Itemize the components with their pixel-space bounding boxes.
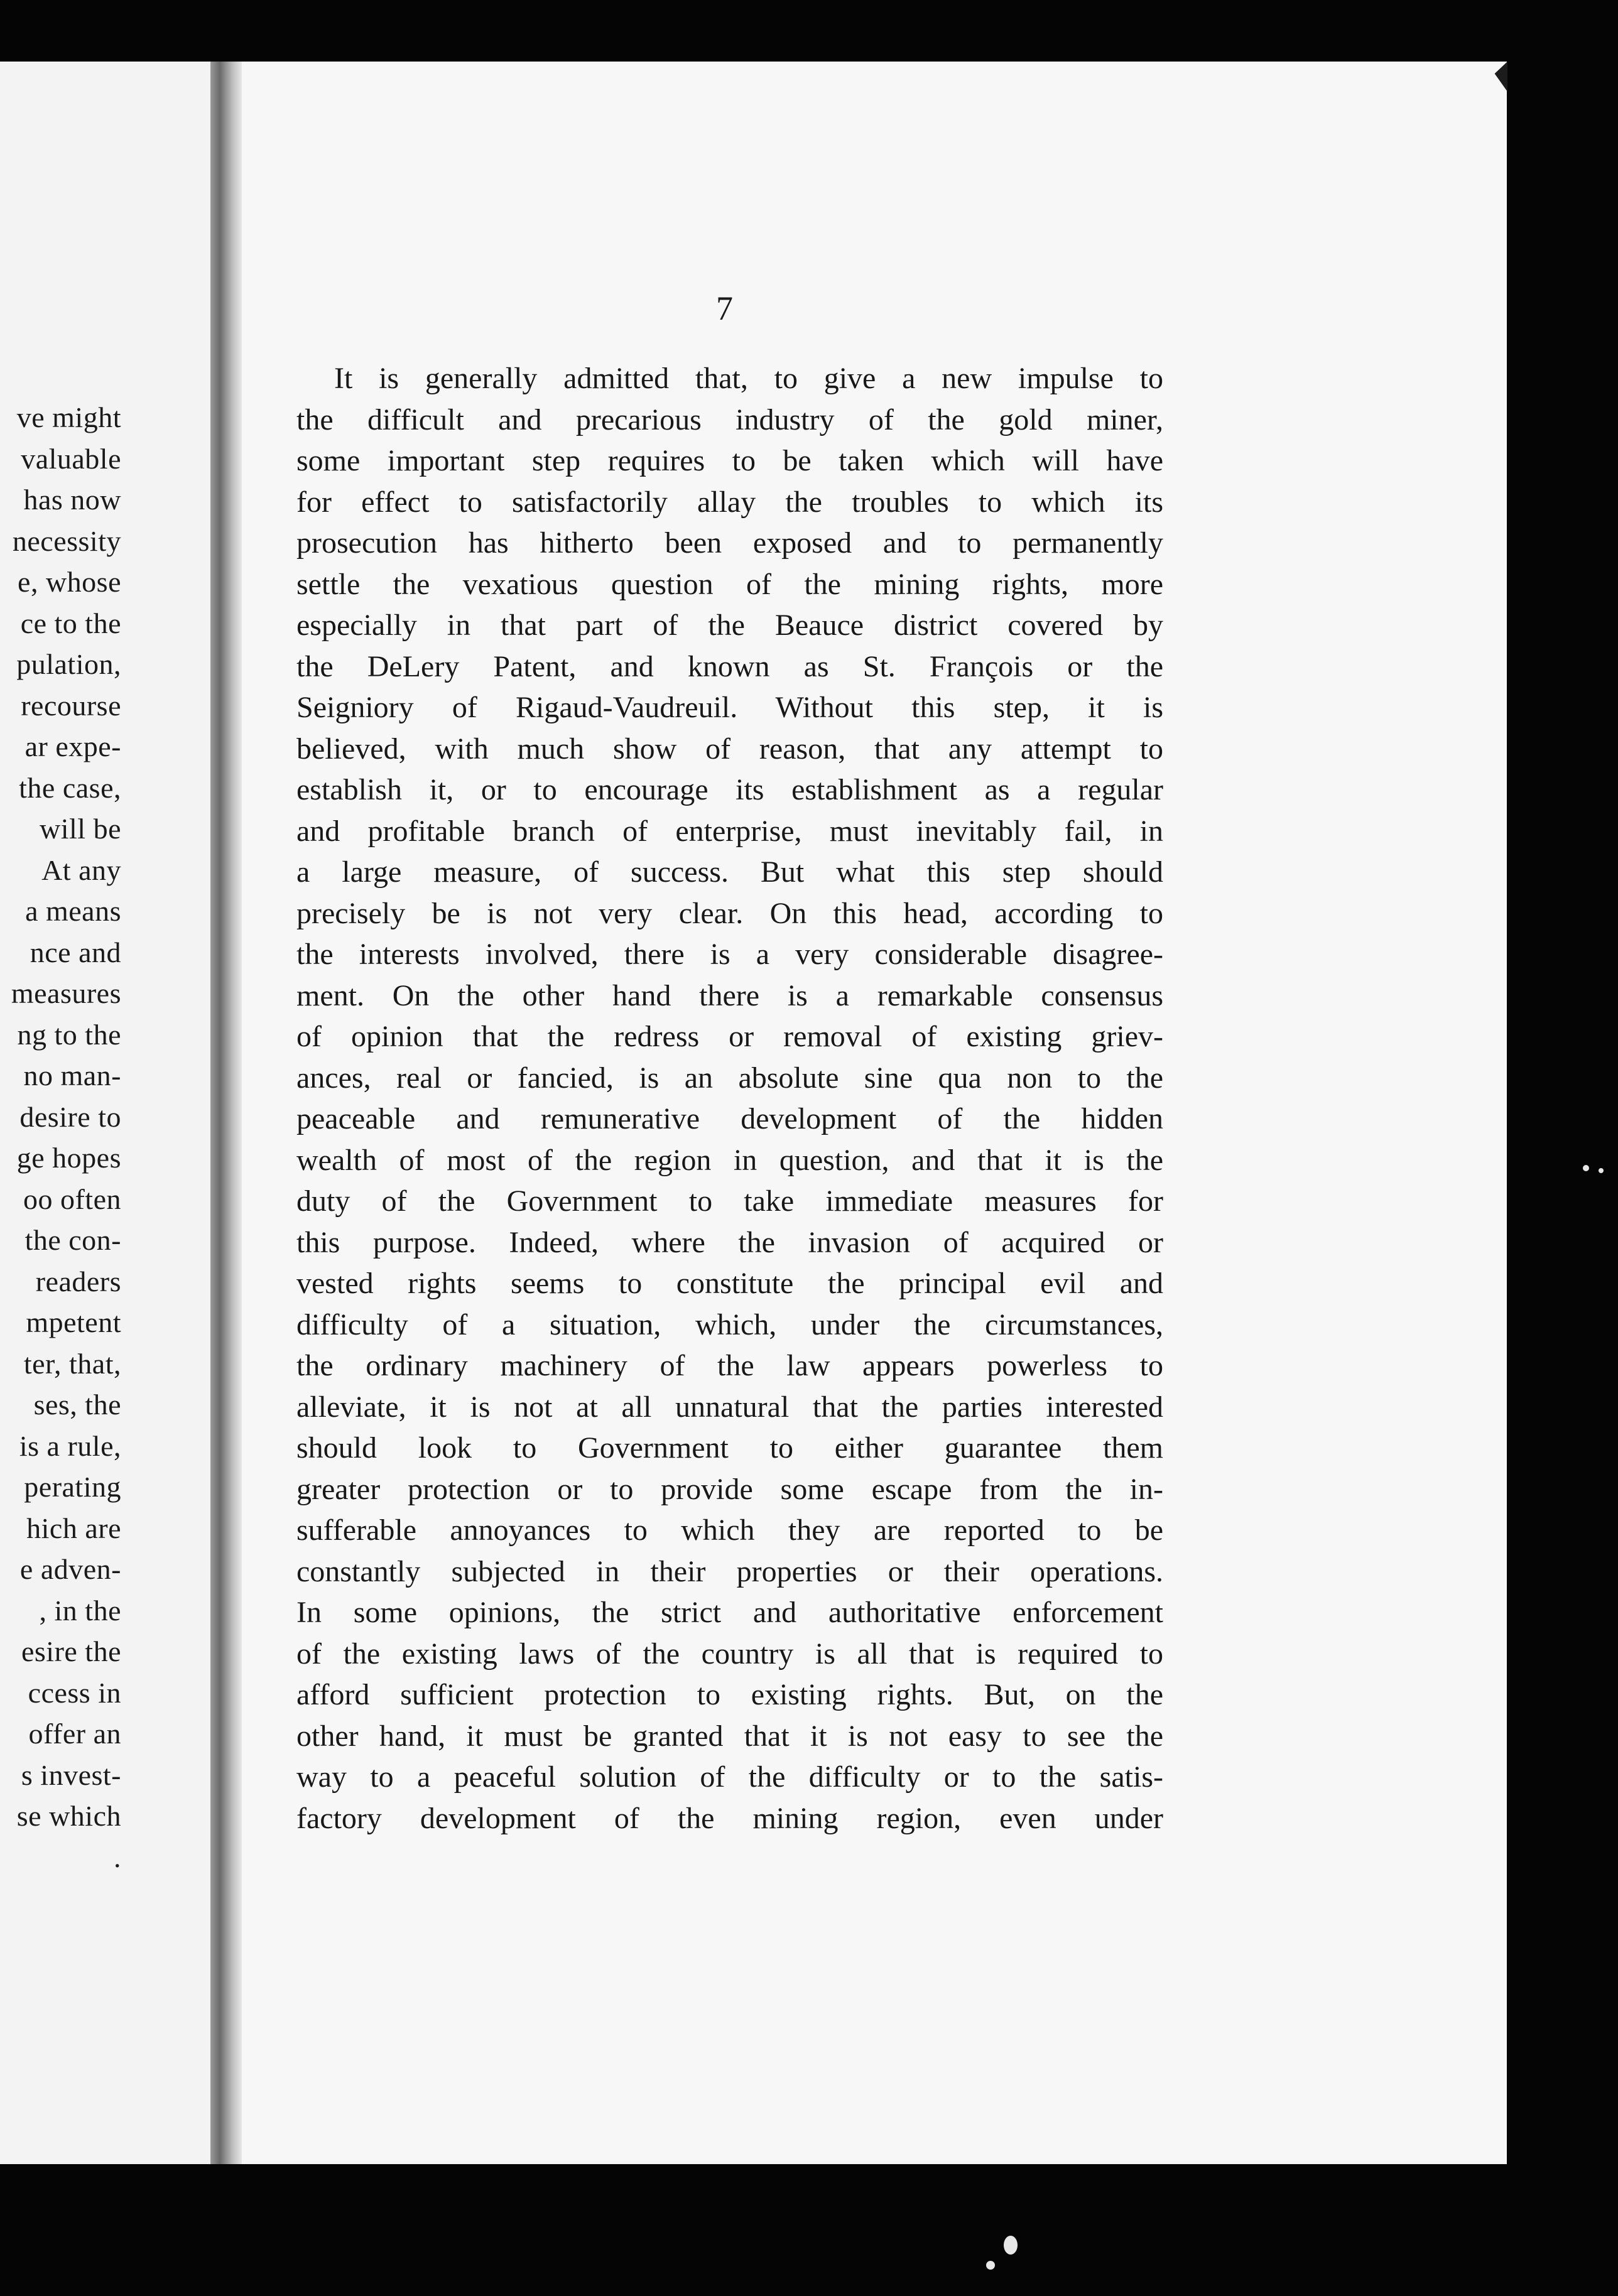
text-line: and profitable branch of enterprise, must inevitably fail, in xyxy=(296,814,1163,848)
text-line: settle the vexatious question of the mining rights, more xyxy=(296,567,1163,601)
text-line: In some opinions, the strict and authoritative enforcement xyxy=(296,1596,1163,1629)
left-line: pulation, xyxy=(16,648,121,680)
text-line: afford sufficient protection to existing rights. But, on the xyxy=(296,1678,1163,1711)
text-line: ment. On the other hand there is a remarkable consensus xyxy=(296,978,1163,1012)
text-line: ances, real or fancied, is an absolute sine qua non to the xyxy=(296,1061,1163,1095)
text-line: believed, with much show of reason, that any attempt to xyxy=(296,732,1163,766)
left-page-text xyxy=(11,397,121,1878)
left-line: s invest- xyxy=(21,1758,121,1791)
text-line: other hand, it must be granted that it is not easy to see the xyxy=(296,1719,1163,1753)
left-line: nce and xyxy=(30,936,121,968)
page-number: 7 xyxy=(716,290,733,327)
left-line: ter, that, xyxy=(23,1347,121,1380)
body-text xyxy=(296,358,1163,1839)
text-line: the interests involved, there is a very considerable disagree- xyxy=(296,938,1163,971)
text-line: alleviate, it is not at all unnatural that the parties interested xyxy=(296,1390,1163,1424)
left-line: oo often xyxy=(23,1183,121,1215)
left-line: e, whose xyxy=(18,566,121,598)
left-line: necessity xyxy=(12,524,121,557)
left-line: ses, the xyxy=(33,1389,121,1421)
text-line: It is generally admitted that, to give a new impulse to xyxy=(334,362,1163,395)
left-line: measures xyxy=(11,977,121,1009)
text-line: difficulty of a situation, which, under the circumstances, xyxy=(296,1308,1163,1341)
text-line: of the existing laws of the country is all that is required to xyxy=(296,1637,1163,1671)
text-line: the ordinary machinery of the law appears powerless to xyxy=(296,1349,1163,1382)
text-line: vested rights seems to constitute the principal evil and xyxy=(296,1267,1163,1300)
left-line: recourse xyxy=(21,689,121,722)
left-line: the con- xyxy=(24,1224,121,1256)
text-line: prosecution has hitherto been exposed and to permanently xyxy=(296,526,1163,560)
text-line: the DeLery Patent, and known as St. François or the xyxy=(296,649,1163,683)
book-gutter xyxy=(210,62,242,2164)
left-line: offer an xyxy=(28,1718,121,1750)
scan-speck xyxy=(1599,1168,1604,1173)
text-line: constantly subjected in their properties or their operations. xyxy=(296,1554,1163,1588)
left-line: ccess in xyxy=(28,1676,121,1709)
text-line: greater protection or to provide some escape from the in- xyxy=(296,1472,1163,1506)
left-line: has now xyxy=(23,484,121,516)
text-line: factory development of the mining region, even under xyxy=(296,1801,1163,1835)
left-line: ar expe- xyxy=(24,730,121,762)
scan-speck xyxy=(1583,1165,1589,1171)
text-line: sufferable annoyances to which they are reported to be xyxy=(296,1514,1163,1547)
left-line: the case, xyxy=(19,771,121,804)
text-line: way to a peaceful solution of the difficulty or to the satis- xyxy=(296,1760,1163,1794)
left-line: mpetent xyxy=(26,1306,121,1338)
text-line: for effect to satisfactorily allay the troubles to which its xyxy=(296,485,1163,519)
text-line: establish it, or to encourage its establishment as a regular xyxy=(296,773,1163,806)
text-line: Seigniory of Rigaud-Vaudreuil. Without this step, it is xyxy=(296,691,1163,724)
left-line: esire the xyxy=(21,1635,121,1667)
left-line: valuable xyxy=(21,442,121,475)
text-line: especially in that part of the Beauce district covered by xyxy=(296,609,1163,642)
text-line: should look to Government to either guarantee them xyxy=(296,1431,1163,1465)
text-line: some important step requires to be taken which will have xyxy=(296,444,1163,477)
left-line: . xyxy=(114,1841,121,1873)
text-line: precisely be is not very clear. On this head, according to xyxy=(296,896,1163,930)
left-line: ng to the xyxy=(17,1018,121,1051)
left-line: no man- xyxy=(23,1059,121,1091)
left-line: At any xyxy=(41,853,121,886)
text-line: the difficult and precarious industry of the gold miner, xyxy=(296,403,1163,436)
left-line: a means xyxy=(25,895,121,927)
left-line: perating xyxy=(24,1471,121,1503)
left-line: will be xyxy=(40,813,121,845)
scan-speck xyxy=(1004,2236,1018,2255)
left-line: desire to xyxy=(19,1100,121,1133)
text-line: this purpose. Indeed, where the invasion of acquired or xyxy=(296,1225,1163,1259)
left-line: is a rule, xyxy=(19,1429,121,1462)
scan-speck xyxy=(986,2261,995,2270)
text-line: of opinion that the redress or removal of existing griev- xyxy=(296,1020,1163,1053)
left-line: se which xyxy=(16,1800,121,1832)
left-line: ge hopes xyxy=(16,1142,121,1174)
text-line: peaceable and remunerative development of the hidden xyxy=(296,1102,1163,1135)
left-line: readers xyxy=(35,1265,121,1297)
left-line: ve might xyxy=(16,401,121,433)
left-line: , in the xyxy=(39,1594,121,1627)
text-line: duty of the Government to take immediate measures for xyxy=(296,1184,1163,1218)
text-line: a large measure, of success. But what this step should xyxy=(296,855,1163,889)
text-line: wealth of most of the region in question, and that it is the xyxy=(296,1143,1163,1177)
left-line: e adven- xyxy=(19,1553,121,1585)
left-line: ce to the xyxy=(20,607,121,639)
left-facing-page xyxy=(0,62,210,2164)
left-line: hich are xyxy=(26,1512,121,1544)
